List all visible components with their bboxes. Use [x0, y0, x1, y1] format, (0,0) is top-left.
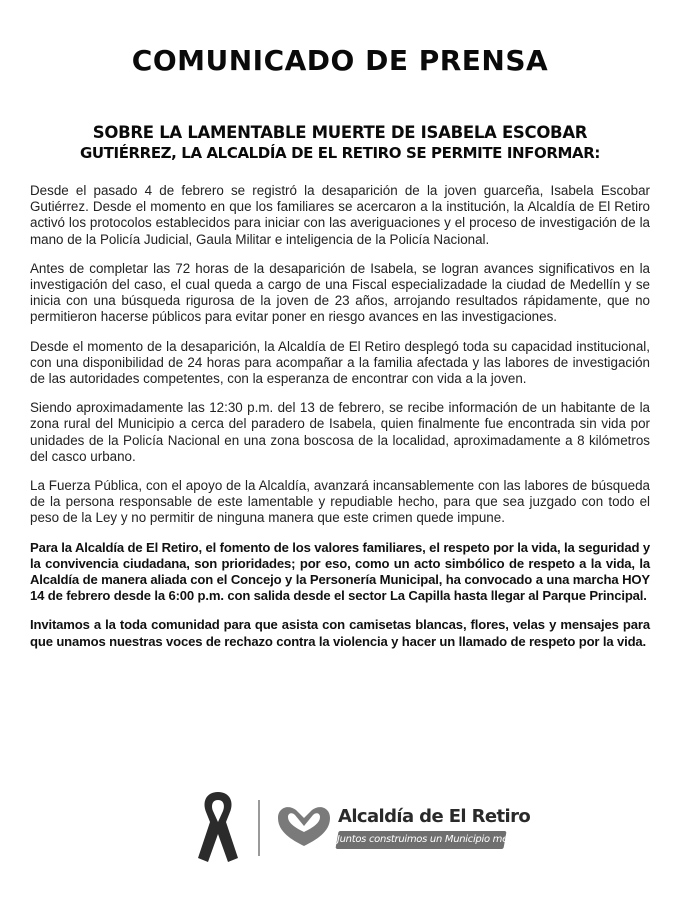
- paragraph-march: Para la Alcaldía de El Retiro, el fomento de los valores familiares, el respeto por la vida, la seguridad y la convivencia ciudadana, son prioridades; por eso, como un acto simbólico de respeto a la vida, la Alcaldía de manera aliada con el Concejo y la Personería Municipal, ha convocado a una marcha HOY 14 de febrero desde la 6:00 p.m. con salida desde el sector La Capilla hasta llegar al Parque Principal.: [30, 539, 650, 604]
- paragraph-finding: Siendo aproximadamente las 12:30 p.m. del 13 de febrero, se recibe información de un habitante de la zona rural del Municipio a cerca del paradero de Isabela, quien finalmente fue encontrada sin vida por unidades de la Policía Nacional en una zona boscosa de la localidad, aproximadamente a 8 kilómetros del casco urbano.: [30, 400, 650, 464]
- logo-divider: [258, 800, 260, 856]
- page-subtitle: [0, 122, 680, 164]
- heart-m-logo-icon: [274, 802, 334, 850]
- press-release-body: [30, 183, 650, 663]
- subtitle-line-2: GUTIÉRREZ, LA ALCALDÍA DE EL RETIRO SE PERMITE INFORMAR:: [79, 144, 600, 162]
- mourning-ribbon-icon: [196, 788, 240, 864]
- paragraph-disappearance: Desde el pasado 4 de febrero se registró la desaparición de la joven guarceña, Isabela Escobar Gutiérrez. Desde el momento en que los familiares se acercaron a la institución, la Alcaldía de El Retiro activó los protocolos establecidos para iniciar con las averiguaciones y el proceso de investigación de la mano de la Policía Judicial, Gaula Militar e inteligencia de la Policía Nacional.: [30, 183, 650, 247]
- paragraph-invitation: Invitamos a la toda comunidad para que asista con camisetas blancas, flores, velas y mensajes para que unamos nuestras voces de rechazo contra la violencia y hacer un llamado de respeto por la vida.: [30, 617, 650, 649]
- slogan-text: Juntos construimos un Municipio mejor: [337, 834, 521, 845]
- subtitle-line-1: SOBRE LA LAMENTABLE MUERTE DE ISABELA ESCOBAR: [92, 123, 588, 142]
- paragraph-justice: La Fuerza Pública, con el apoyo de la Alcaldía, avanzará incansablemente con las labores de búsqueda de la persona responsable de este lamentable y repudiable hecho, para que sea juzgado con todo el peso de la Ley y no permitir de ninguna manera que este crimen quede impune.: [30, 478, 650, 526]
- paragraph-investigation: Antes de completar las 72 horas de la desaparición de Isabela, se logran avances significativos en la investigación del caso, el cual queda a cargo de una Fiscal especializadade la ciudad de Medellín y se inicia con una búsqueda rigurosa de la joven de 23 años, arrojando resultados rápidamente, que no permitieron hacerse públicos para evitar poner en riesgo avances en las investigaciones.: [30, 260, 650, 325]
- brand-name: Alcaldía de El Retiro: [338, 806, 531, 827]
- footer-logo: [196, 788, 531, 868]
- slogan-badge: [335, 831, 521, 849]
- page-title: COMUNICADO DE PRENSA: [131, 44, 549, 77]
- paragraph-capacity: Desde el momento de la desaparición, la Alcaldía de El Retiro desplegó toda su capacidad institucional, con una disponibilidad de 24 horas para acompañar a la familia afectada y las labores de investigación de las autoridades competentes, con la esperanza de encontrar con vida a la joven.: [30, 338, 650, 387]
